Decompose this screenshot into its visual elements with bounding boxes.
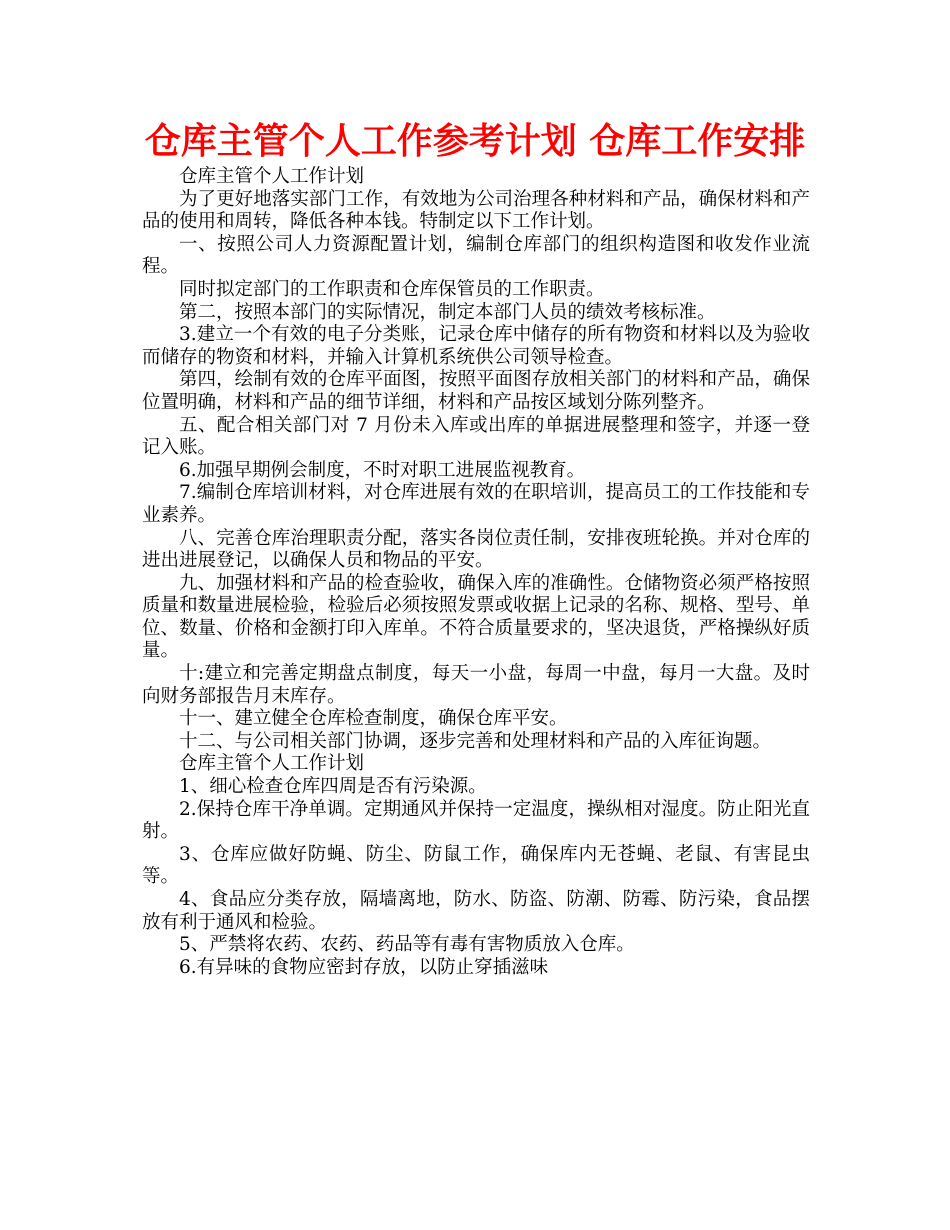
paragraph: 同时拟定部门的工作职责和仓库保管员的工作职责。 (179, 278, 605, 300)
paragraph: 1、细心检查仓库四周是否有污染源。 (179, 776, 487, 798)
paragraph: 十一、建立健全仓库检查制度，确保仓库平安。 (179, 708, 568, 730)
paragraph: 十:建立和完善定期盘点制度，每天一小盘，每周一中盘，每月一大盘。及时向财务部报告月末库存。 (142, 663, 810, 707)
paragraph: 十二、与公司相关部门协调，逐步完善和处理材料和产品的入库征询题。 (179, 730, 772, 752)
paragraph: 一、按照公司人力资源配置计划，编制仓库部门的组织构造图和收发作业流程。 (142, 233, 810, 278)
paragraph: 第四，绘制有效的仓库平面图，按照平面图存放相关部门的材料和产品，确保位置明确，材料和产品的细节详细，材料和产品按区域划分陈列整齐。 (142, 369, 810, 413)
document-body (142, 166, 810, 979)
paragraph: 八、完善仓库治理职责分配，落实各岗位责任制，安排夜班轮换。并对仓库的进出进展登记，以确保人员和物品的平安。 (142, 527, 810, 572)
paragraph: 为了更好地落实部门工作，有效地为公司治理各种材料和产品，确保材料和产品的使用和周转，降低各种本钱。特制定以下工作计划。 (142, 188, 810, 233)
paragraph: 6.加强早期例会制度，不时对职工进展监视教育。 (179, 459, 586, 481)
paragraph: 3、仓库应做好防蝇、防尘、防鼠工作，确保库内无苍蝇、老鼠、有害昆虫等。 (142, 843, 810, 888)
paragraph: 5、严禁将农药、农药、药品等有毒有害物质放入仓库。 (179, 934, 635, 956)
paragraph: 九、加强材料和产品的检查验收，确保入库的准确性。仓储物资必须严格按照质量和数量进展检验，检验后必须按照发票或收据上记录的名称、规格、型号、单位、数量、价格和金额打印入库单。不符合质量要求的，坚决退货，严格操纵好质量。 (142, 572, 810, 662)
paragraph: 7.编制仓库培训材料，对仓库进展有效的在职培训，提高员工的工作技能和专业素养。 (142, 482, 810, 526)
paragraph: 6.有异味的食物应密封存放，以防止穿插滋味 (179, 956, 549, 978)
paragraph: 4、食品应分类存放，隔墙离地，防水、防盗、防潮、防霉、防污染，食品摆放有利于通风和检验。 (142, 889, 810, 933)
document-title: 仓库主管个人工作参考计划 仓库工作安排 (144, 121, 806, 162)
paragraph: 第二，按照本部门的实际情况，制定本部门人员的绩效考核标准。 (179, 301, 716, 323)
paragraph: 五、配合相关部门对 7 月份未入库或出库的单据进展整理和签字，并逐一登记入账。 (142, 414, 810, 459)
paragraph: 仓库主管个人工作计划 (179, 166, 365, 187)
paragraph: 仓库主管个人工作计划 (179, 753, 365, 775)
paragraph: 3.建立一个有效的电子分类账，记录仓库中储存的所有物资和材料以及为验收而储存的物资和材料，并输入计算机系统供公司领导检查。 (142, 324, 810, 368)
paragraph: 2.保持仓库干净单调。定期通风并保持一定温度，操纵相对湿度。防止阳光直射。 (142, 798, 810, 843)
